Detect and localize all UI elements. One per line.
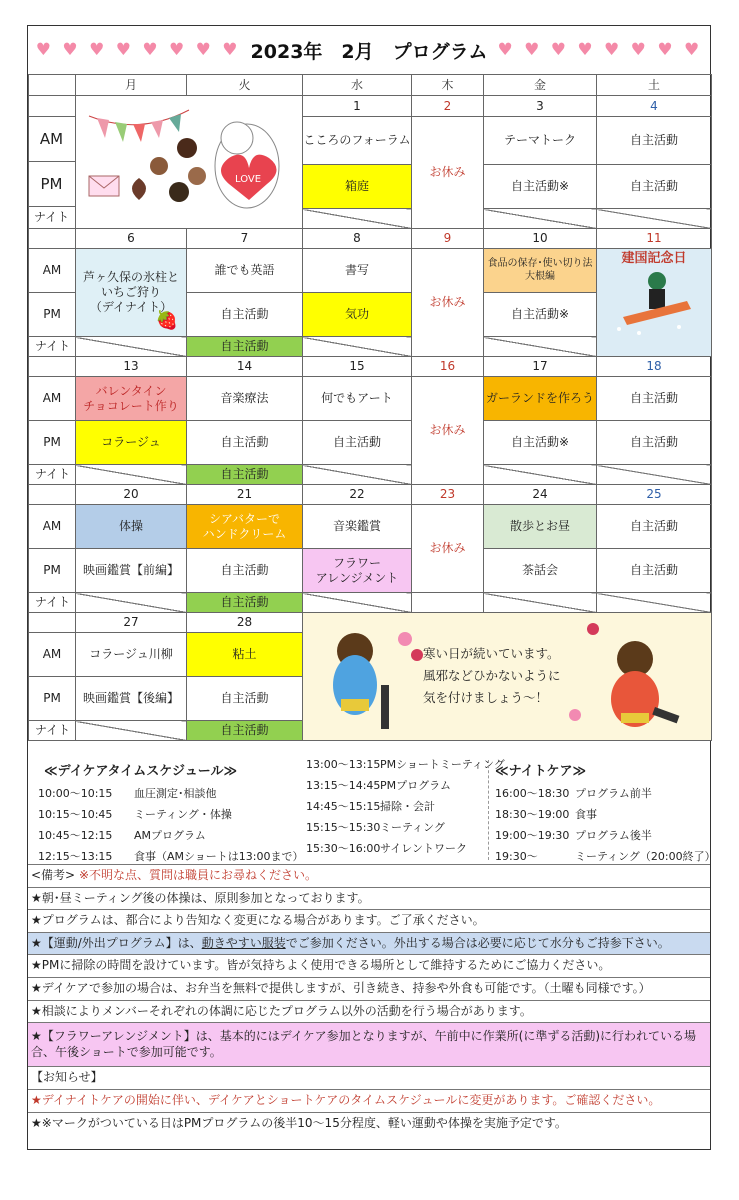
program-cell: 音楽療法 — [187, 377, 303, 421]
night-empty-cell — [76, 721, 187, 741]
night-program-cell: 自主活動 — [187, 465, 303, 485]
daycare-schedule-heading: ≪デイケアタイムスケジュール≫ — [44, 764, 238, 779]
am-label: AM — [29, 505, 76, 549]
weekday-mon: 月 — [76, 75, 187, 96]
program-cell — [76, 249, 187, 337]
date-7: 7 — [187, 229, 303, 249]
program-cell: 自主活動 — [187, 421, 303, 465]
am-label: AM — [29, 249, 76, 293]
night-empty-cell — [597, 209, 712, 229]
program-cell: 自主活動※ — [484, 293, 597, 337]
date-6: 6 — [76, 229, 187, 249]
program-cell: こころのフォーラム — [303, 117, 412, 165]
program-cell: 自主活動 — [597, 117, 712, 165]
schedule-row: 16:00～18:30 プログラム前半 — [495, 787, 652, 800]
note-item: ★相談によりメンバーそれぞれの体調に応じたプログラム以外の活動を行う場合があります。 — [28, 1000, 710, 1023]
note-item: ★デイケアで参加の場合は、お弁当を無料で提供しますが、引き続き、持参や外食も可能です。（土曜も同様です。） — [28, 977, 710, 1000]
afternoon-schedule — [306, 756, 505, 861]
program-cell: 誰でも英語 — [187, 249, 303, 293]
program-cell: 自主活動 — [597, 505, 712, 549]
holiday-cell — [597, 249, 712, 357]
day-off-label: お休み — [412, 505, 484, 593]
program-cell: 自主活動 — [597, 421, 712, 465]
program-cell: 箱庭 — [303, 165, 412, 209]
week1-row-labels — [28, 95, 75, 227]
date-8: 8 — [303, 229, 412, 249]
strawberry-icon: 🍓 — [155, 309, 178, 331]
title-bar — [28, 26, 710, 75]
info-heading: 【お知らせ】 — [28, 1066, 710, 1089]
note-item: ★※マークがついている日はPMプログラムの後半10～15分程度、軽い運動や体操を実施予定です。 — [28, 1112, 710, 1135]
date-20: 20 — [76, 485, 187, 505]
corner-cell — [29, 75, 76, 96]
note-item: ★デイナイトケアの開始に伴い、デイケアとショートケアのタイムスケジュールに変更があります。ご確認ください。 — [28, 1089, 710, 1112]
program-cell: 自主活動 — [187, 677, 303, 721]
program-cell: 自主活動 — [187, 549, 303, 593]
date-18: 18 — [597, 357, 712, 377]
night-empty-cell — [303, 593, 412, 613]
program-cell: 粘土 — [187, 633, 303, 677]
hearts-left-decoration: ♥ ♥ ♥ ♥ ♥ ♥ ♥ ♥ — [35, 40, 241, 60]
day-off-label: お休み — [412, 117, 484, 229]
schedule-row: 10:00～10:15 血圧測定･相談他 — [38, 787, 217, 800]
night-empty-cell — [303, 337, 412, 357]
schedule-row: 12:15～13:15 食事（AMショートは13:00まで） — [38, 850, 304, 863]
night-program-cell: 自主活動 — [187, 337, 303, 357]
holiday-label: 建国記念日 — [621, 251, 687, 266]
date-22: 22 — [303, 485, 412, 505]
note-item: ★【運動/外出プログラム】は、動きやすい服装でご参加ください。外出する場合は必要に応じて水分もご持参下さい。 — [28, 932, 710, 955]
weekday-sat: 土 — [597, 75, 712, 96]
night-label: ナイト — [28, 206, 75, 227]
date-17: 17 — [484, 357, 597, 377]
weekday-fri: 金 — [484, 75, 597, 96]
program-cell: 体操 — [76, 505, 187, 549]
program-cell: 書写 — [303, 249, 412, 293]
night-label: ナイト — [29, 337, 76, 357]
program-cell: シアバターで ハンドクリーム — [187, 505, 303, 549]
program-cell: 音楽鑑賞 — [303, 505, 412, 549]
winter-message-panel — [303, 613, 712, 741]
weekday-header-row — [29, 75, 712, 96]
am-label: AM — [28, 116, 75, 161]
night-empty-cell — [484, 465, 597, 485]
program-sheet — [27, 25, 716, 1150]
page-title: 2023年 2月 プログラム — [250, 40, 488, 63]
svg-text:LOVE: LOVE — [235, 174, 262, 185]
weekday-thu: 木 — [412, 75, 484, 96]
date-9: 9 — [412, 229, 484, 249]
date-4: 4 — [597, 96, 712, 117]
schedule-row: 19:00～19:30 プログラム後半 — [495, 829, 652, 842]
pm-label: PM — [29, 549, 76, 593]
night-empty-cell — [484, 209, 597, 229]
program-cell: 食品の保存･使い切り法 大根編 — [484, 249, 597, 293]
nightcare-schedule — [488, 760, 716, 863]
program-cell: 自主活動 — [303, 421, 412, 465]
program-cell: 散歩とお昼 — [484, 505, 597, 549]
night-label: ナイト — [29, 721, 76, 741]
schedule-row: 15:30～16:00サイレントワーク — [306, 842, 467, 855]
pm-label: PM — [28, 161, 75, 206]
notes-list — [28, 864, 710, 1134]
pm-label: PM — [29, 677, 76, 721]
night-empty-cell — [76, 465, 187, 485]
program-cell: 自主活動 — [597, 377, 712, 421]
night-empty-cell — [303, 209, 412, 229]
date-21: 21 — [187, 485, 303, 505]
snowboarder-picture — [609, 267, 699, 337]
date-27: 27 — [76, 613, 187, 633]
schedule-row: 13:15～14:45PMプログラム — [306, 779, 452, 792]
program-cell: 自主活動 — [187, 293, 303, 337]
night-program-cell: 自主活動 — [187, 593, 303, 613]
am-label: AM — [29, 633, 76, 677]
program-cell: 自主活動 — [597, 549, 712, 593]
notes-heading: <備考> ※不明な点、質問は職員にお尋ねください。 — [28, 864, 710, 887]
date-10: 10 — [484, 229, 597, 249]
daycare-schedule — [38, 760, 304, 869]
date-25: 25 — [597, 485, 712, 505]
program-cell: 映画鑑賞【前編】 — [76, 549, 187, 593]
night-empty-cell — [597, 465, 712, 485]
winter-message: 寒い日が続いています。 風邪などひかないように 気を付けましょう～！ — [423, 646, 561, 705]
date-15: 15 — [303, 357, 412, 377]
pm-label: PM — [29, 421, 76, 465]
day-off-label: お休み — [412, 377, 484, 485]
program-cell: 気功 — [303, 293, 412, 337]
note-item: ★PMに掃除の時間を設けています。皆が気持ちよく使用できる場所として維持するためにご協力ください。 — [28, 954, 710, 977]
weekday-wed: 水 — [303, 75, 412, 96]
date-1: 1 — [303, 96, 412, 117]
program-cell: テーマトーク — [484, 117, 597, 165]
nightcare-schedule-heading: ≪ナイトケア≫ — [495, 764, 587, 779]
calendar-table — [28, 74, 712, 741]
program-cell: ガーランドを作ろう — [484, 377, 597, 421]
date-23: 23 — [412, 485, 484, 505]
night-empty-cell — [303, 465, 412, 485]
date-2: 2 — [412, 96, 484, 117]
weekday-tue: 火 — [187, 75, 303, 96]
program-cell: バレンタイン チョコレート作り — [76, 377, 187, 421]
schedule-row: 14:45～15:15掃除・会計 — [306, 800, 435, 813]
schedule-row: 13:00～13:15PMショートミーティング — [306, 758, 505, 771]
program-cell: 茶話会 — [484, 549, 597, 593]
am-label: AM — [29, 377, 76, 421]
night-program-cell: 自主活動 — [187, 721, 303, 741]
program-cell: コラージュ川柳 — [76, 633, 187, 677]
note-item: ★朝･昼ミーティング後の体操は、原則参加となっております。 — [28, 887, 710, 910]
schedule-row: 10:15～10:45 ミーティング・体操 — [38, 808, 232, 821]
date-16: 16 — [412, 357, 484, 377]
program-text: 芦ヶ久保の氷柱と いちご狩り （デイナイト） — [82, 270, 179, 314]
program-cell: フラワー アレンジメント — [303, 549, 412, 593]
date-14: 14 — [187, 357, 303, 377]
program-cell: 何でもアート — [303, 377, 412, 421]
date-24: 24 — [484, 485, 597, 505]
program-cell: コラージュ — [76, 421, 187, 465]
program-cell: 自主活動※ — [484, 421, 597, 465]
night-label: ナイト — [29, 593, 76, 613]
night-empty-cell — [484, 593, 597, 613]
valentine-sweets-picture — [79, 96, 299, 224]
date-11: 11 — [597, 229, 712, 249]
night-empty-cell — [76, 593, 187, 613]
night-empty-cell — [76, 337, 187, 357]
pm-label: PM — [29, 293, 76, 337]
schedule-row: 15:15～15:30ミーティング — [306, 821, 445, 834]
schedule-row: 18:30～19:00 食事 — [495, 808, 597, 821]
time-schedule — [28, 754, 716, 864]
program-cell: 自主活動 — [597, 165, 712, 209]
program-cell: 映画鑑賞【後編】 — [76, 677, 187, 721]
date-28: 28 — [187, 613, 303, 633]
day-off-label: お休み — [412, 249, 484, 357]
night-label: ナイト — [29, 465, 76, 485]
program-cell: 自主活動※ — [484, 165, 597, 209]
note-item: ★プログラムは、都合により告知なく変更になる場合があります。ご了承ください。 — [28, 909, 710, 932]
date-13: 13 — [76, 357, 187, 377]
schedule-row: 10:45～12:15 AMプログラム — [38, 829, 206, 842]
date-3: 3 — [484, 96, 597, 117]
hearts-right-decoration: ♥ ♥ ♥ ♥ ♥ ♥ ♥ ♥ — [497, 40, 703, 60]
night-empty-cell — [484, 337, 597, 357]
valentine-illustration — [76, 96, 303, 229]
note-item: ★【フラワーアレンジメント】は、基本的にはデイケア参加となりますが、午前中に作業所(に準ずる活動)に行われている場合、午後ショートで参加可能です。 — [28, 1022, 710, 1066]
schedule-row: 19:30～ ミーティング（20:00終了） — [495, 850, 716, 863]
night-empty-cell — [597, 593, 712, 613]
